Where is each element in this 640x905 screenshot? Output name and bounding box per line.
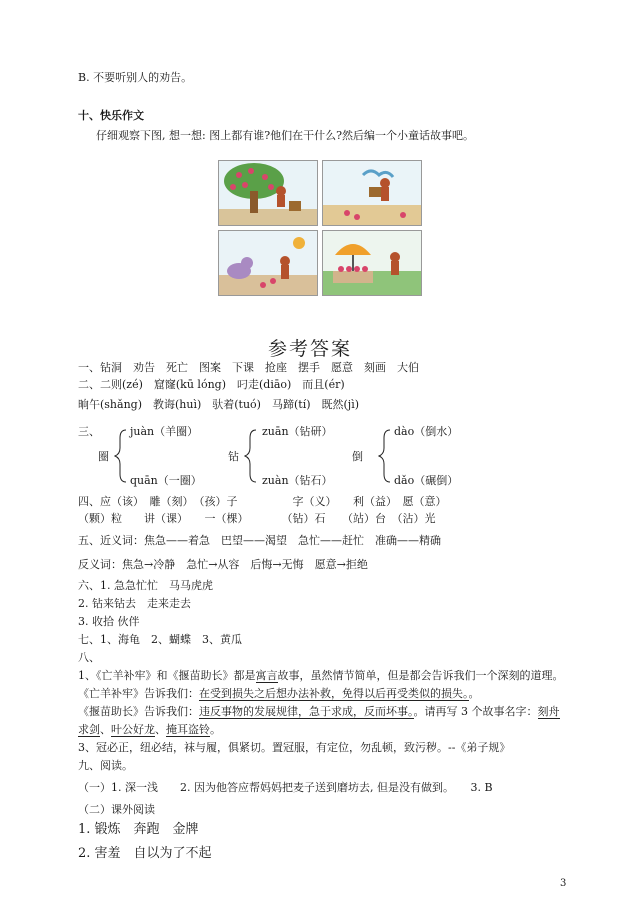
char-quan: 圈	[98, 450, 109, 463]
answer-6-line-2: 2. 钻来钻去 走来走去	[78, 597, 191, 610]
a8-3-underlined-2: 刻舟	[537, 705, 560, 718]
answer-2-line-2: 晌午(shǎng) 教诲(huì) 驮着(tuó) 马蹄(tí) 既然(jì)	[78, 398, 360, 411]
a8-1-pre: 1、《亡羊补牢》和《揠苗助长》都是	[78, 669, 256, 682]
answer-3-label: 三、	[78, 425, 100, 438]
a8-1-underlined: 寓言	[255, 669, 278, 682]
answer-8-line-5: 3、冠必正，纽必结，袜与履，俱紧切。置冠服，有定位，勿乱顿，致污秽。--《弟子规》	[78, 741, 511, 754]
section-10-title: 十、快乐作文	[78, 109, 144, 122]
answer-9-part-1: （一）1. 深一浅 2. 因为他答应帮妈妈把麦子送到磨坊去, 但是没有做到。 3. B	[78, 781, 493, 794]
monkey-running-picture	[323, 161, 421, 225]
answer-1: 一、钻洞 劝告 死亡 图案 下课 抢座 摆手 愿意 刻画 大伯	[78, 361, 419, 374]
answer-9-part-2: （二）课外阅读	[78, 803, 155, 816]
a8-4-sep-1: 、	[100, 723, 111, 736]
answer-4-line-1: 四、应（该） 雕（刻） （孩）子 字（义） 利（益） 愿（意）	[78, 495, 447, 508]
a8-4-story-2: 叶公好龙	[111, 723, 155, 736]
answer-9: 九、阅读。	[78, 759, 133, 772]
a8-3-pre: 《揠苗助长》告诉我们：	[78, 705, 199, 718]
a8-1-post: 故事，虽然情节简单，但是都会告诉我们一个深刻的道理。	[277, 669, 564, 682]
a8-2-pre: 《亡羊补牢》告诉我们：	[78, 687, 199, 700]
monkey-tree-picture	[219, 161, 317, 225]
reading-dao3: dǎo（碾倒）	[394, 474, 459, 487]
reading-zuan1: zuān（钻研）	[262, 425, 333, 438]
page-number: 3	[560, 878, 567, 889]
answers-title: 参考答案	[268, 338, 353, 360]
answer-8-line-1	[78, 668, 564, 684]
answer-6-line-3: 3. 收拾 伙伴	[78, 615, 140, 628]
panel-1-image	[218, 160, 318, 226]
answer-5-line-2: 反义词：焦急→冷静 急忙→从容 后悔→无悔 愿意→拒绝	[78, 558, 368, 571]
reading-zuan4: zuàn（钻石）	[262, 474, 333, 487]
answer-8-line-4	[78, 722, 221, 738]
a8-3-post: 。请再写 3 个故事名字：	[413, 705, 538, 718]
section-10-prompt: 仔细观察下图, 想一想: 图上都有谁?他们在干什么?然后编一个小童话故事吧。	[96, 129, 474, 142]
char-dao: 倒	[352, 450, 363, 463]
answer-8-line-2	[78, 686, 480, 702]
reading-dao4: dào（倒水）	[394, 425, 459, 438]
a8-4-sep-2: 、	[155, 723, 166, 736]
answer-9-part-3: 1. 锻炼 奔跑 金牌	[78, 822, 199, 837]
brace-1-icon	[114, 428, 128, 484]
a8-4-post: 。	[210, 723, 221, 736]
answer-8: 八、	[78, 651, 100, 664]
a8-2-underlined: 在受到损失之后想办法补救，免得以后再受类似的损失。	[199, 687, 469, 700]
answer-8-line-3	[78, 704, 560, 720]
answer-6-line-1: 六、1. 急急忙忙 马马虎虎	[78, 579, 213, 592]
a8-2-post: 。	[468, 687, 480, 700]
fruit-stall-picture	[323, 231, 421, 295]
story-illustration	[218, 160, 420, 294]
panel-4-image	[322, 230, 422, 296]
a8-4-story-1: 求剑	[78, 723, 100, 736]
answer-2-line-1: 二、二则(zé) 窟窿(kū lóng) 叼走(diāo) 而且(ér)	[78, 378, 345, 391]
answer-4-line-2: （颗）粒 讲（课） 一（棵） （钻）石 （站）台 （沾）光	[78, 512, 436, 525]
a8-4-story-3: 掩耳盗铃	[166, 723, 210, 736]
brace-2-icon	[244, 428, 258, 484]
monkey-dog-picture	[219, 231, 317, 295]
panel-2-image	[322, 160, 422, 226]
answer-5-line-1: 五、近义词：焦急——着急 巴望——渴望 急忙——赶忙 准确——精确	[78, 534, 441, 547]
brace-3-icon	[378, 428, 392, 484]
reading-quan: quān（一圈）	[130, 474, 202, 487]
option-b: B. 不要听别人的劝告。	[78, 71, 193, 84]
reading-juan: juàn（羊圈）	[130, 425, 199, 438]
answer-7: 七、1、海龟 2、蝴蝶 3、黄瓜	[78, 633, 242, 646]
a8-3-underlined: 违反事物的发展规律，急于求成，反而坏事。	[199, 705, 414, 718]
panel-3-image	[218, 230, 318, 296]
answer-9-part-4: 2. 害羞 自以为了不起	[78, 846, 212, 861]
char-zuan: 钻	[228, 450, 239, 463]
